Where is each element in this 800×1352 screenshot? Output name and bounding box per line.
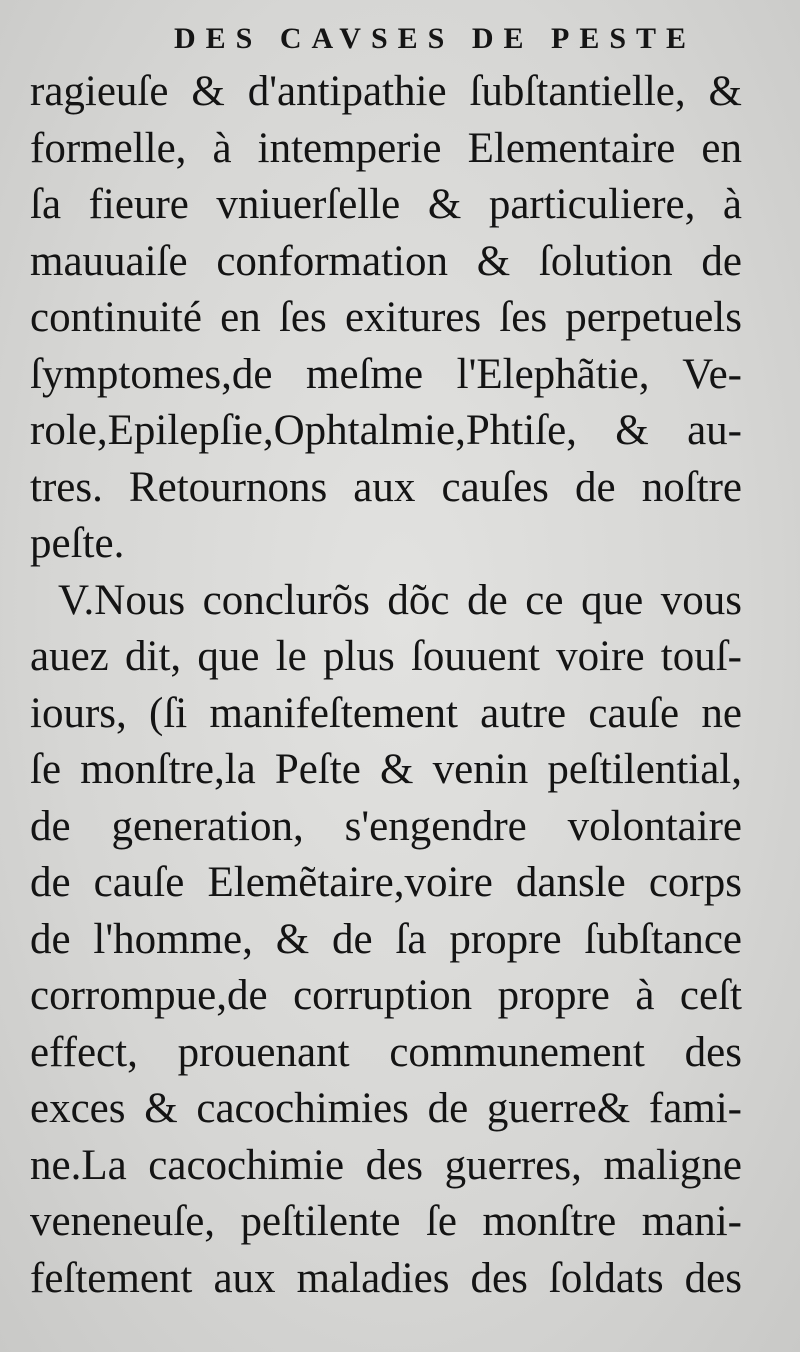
text-line: iours, (ſi manifeſtement autre cauſe ne xyxy=(30,689,742,737)
text-line: tres. Retournons aux cauſes de noſtre xyxy=(30,463,742,511)
text-line: ſe monſtre,la Peſte & venin peſtilential, xyxy=(30,746,742,793)
text-line: feſtement aux maladies des ſoldats des xyxy=(30,1254,742,1302)
running-head: DES CAVSES DE PESTE xyxy=(173,22,697,55)
text-line: de generation, s'engendre volontaire xyxy=(30,802,742,850)
text-line: corrompue,de corruption propre à ceſt xyxy=(30,972,742,1019)
text-line: veneneuſe, peſtilente ſe monſtre mani- xyxy=(30,1198,742,1245)
text-line: auez dit, que le plus ſouuent voire touſ- xyxy=(30,633,742,680)
text-line: formelle, à intemperie Elementaire en xyxy=(30,124,742,172)
text-line: ſa fieure vniuerſelle & particuliere, à xyxy=(30,181,742,228)
text-line: de cauſe Elemẽtaire,voire dansle corps xyxy=(30,859,742,906)
text-line: ſymptomes,de meſme l'Elephãtie, Ve- xyxy=(30,350,742,398)
text-line: peſte. xyxy=(30,520,125,567)
paragraph-start-line: V.Nous conclurõs dõc de ce que vous xyxy=(58,576,742,624)
text-line: exces & cacochimies de guerre& fami- xyxy=(30,1085,742,1132)
text-line: ragieuſe & d'antipathie ſubſtantielle, & xyxy=(30,68,742,115)
text-line: mauuaiſe conformation & ſolution de xyxy=(30,237,742,285)
text-line: de l'homme, & de ſa propre ſubſtance xyxy=(30,915,742,963)
body-text xyxy=(30,64,742,1307)
text-line: role,Epilepſie,Ophtalmie,Phtiſe, & au- xyxy=(30,407,742,454)
text-line: continuité en ſes exitures ſes perpetuels xyxy=(30,294,742,341)
text-line: effect, prouenant communement des xyxy=(30,1028,742,1076)
text-line: ne.La cacochimie des guerres, maligne xyxy=(30,1141,742,1189)
